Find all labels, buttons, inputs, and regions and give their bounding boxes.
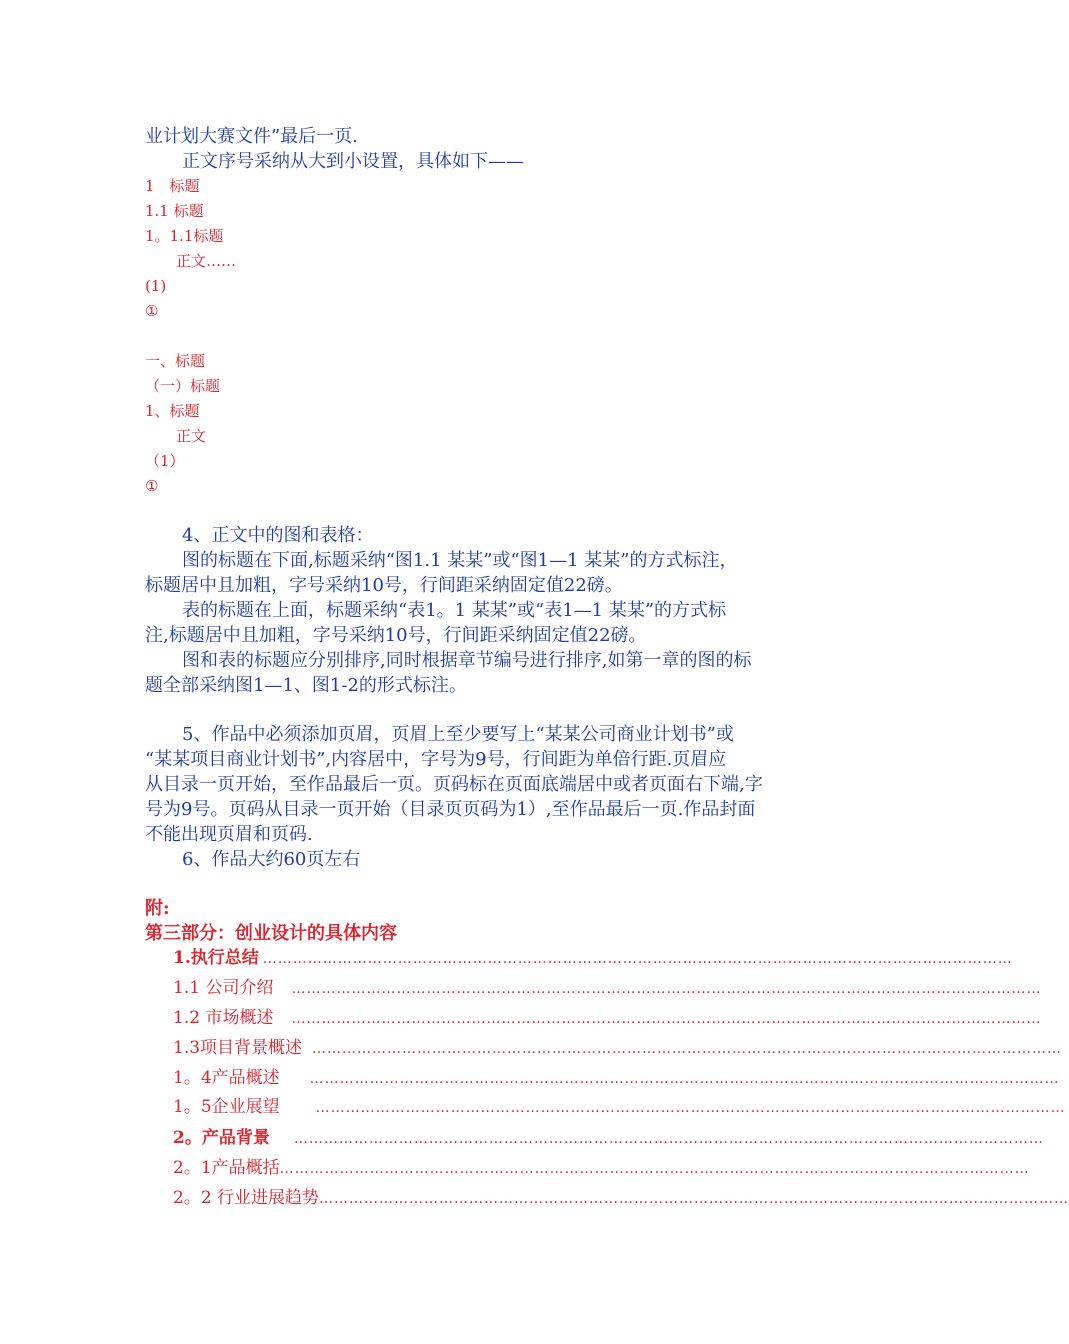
toc-leader: ……………………………………………………………………………………………………………………………………	[293, 1131, 1044, 1147]
toc-entry	[173, 978, 1042, 998]
paragraph-line: 标题居中且加粗，字号采纳10号，行间距采纳固定值22磅。	[145, 575, 623, 596]
numbering-example: 1、标题	[145, 402, 200, 420]
paragraph-line: 6、作品大约60页左右	[182, 849, 361, 870]
toc-entry	[173, 1158, 1030, 1178]
numbering-example: （1）	[145, 452, 185, 470]
paragraph-line: 5、作品中必须添加页眉，页眉上至少要写上“某某公司商业计划书”或	[182, 724, 734, 745]
numbering-example: ①	[145, 302, 159, 320]
numbering-example: 1.1 标题	[145, 202, 204, 220]
numbering-example: 正文	[176, 427, 207, 445]
toc-entry-label: 2。1产品概括	[173, 1158, 280, 1178]
toc-entry	[173, 1068, 1060, 1088]
toc-entry	[173, 1097, 1066, 1117]
toc-leader: ……………………………………………………………………………………………………………………………………	[291, 981, 1042, 997]
paragraph-line: 业计划大赛文件”最后一页.	[145, 126, 358, 147]
paragraph-line: 图的标题在下面,标题采纳“图1.1 某某”或“图1—1 某某”的方式标注，	[182, 550, 738, 571]
toc-entry-label: 1.执行总结	[173, 948, 259, 968]
toc-entry-label: 1.3项目背景概述	[173, 1038, 303, 1058]
toc-leader: ……………………………………………………………………………………………………………………………………	[279, 1161, 1030, 1177]
toc-entry	[173, 1038, 1063, 1058]
toc-entry	[173, 948, 1013, 968]
paragraph-line: 不能出现页眉和页码.	[145, 824, 313, 845]
toc-entry-label: 2。产品背景	[173, 1128, 270, 1148]
toc-leader: ……………………………………………………………………………………………………………………………………	[262, 951, 1013, 967]
section-heading: 4、正文中的图和表格：	[182, 525, 374, 546]
toc-leader: ……………………………………………………………………………………………………………………………………	[309, 1071, 1060, 1087]
toc-leader: ……………………………………………………………………………………………………………………………………	[291, 1011, 1042, 1027]
numbering-example: 1。1.1标题	[145, 227, 224, 245]
toc-entry-label: 1。4产品概述	[173, 1068, 280, 1088]
toc-entry-label: 1.2 市场概述	[173, 1008, 274, 1028]
numbering-example: 1 标题	[145, 177, 200, 195]
paragraph-line: 表的标题在上面，标题采纳“表1。1 某某”或“表1—1 某某”的方式标	[182, 600, 727, 621]
paragraph-line: 正文序号采纳从大到小设置，具体如下——	[182, 151, 524, 172]
paragraph-line: 从目录一页开始，至作品最后一页。页码标在页面底端居中或者页面右下端,字	[145, 774, 763, 795]
paragraph-line: “某某项目商业计划书”,内容居中，字号为9号，行间距为单倍行距.页眉应	[145, 749, 727, 770]
numbering-example: ①	[145, 477, 159, 495]
appendix-label: 附:	[145, 898, 170, 919]
numbering-example: （一）标题	[145, 377, 221, 395]
paragraph-line: 图和表的标题应分别排序,同时根据章节编号进行排序,如第一章的图的标	[182, 650, 752, 671]
toc-leader: ……………………………………………………………………………………………………………………………………	[319, 1191, 1069, 1207]
toc-entry-label: 1。5企业展望	[173, 1097, 280, 1117]
numbering-example: 正文……	[176, 252, 237, 270]
toc-entry	[173, 1128, 1044, 1148]
toc-entry-label: 2。2 行业进展趋势	[173, 1188, 320, 1208]
toc-entry	[173, 1008, 1042, 1028]
toc-leader: ……………………………………………………………………………………………………………………………………	[312, 1041, 1063, 1057]
toc-entry	[173, 1188, 1069, 1208]
numbering-example: 一、标题	[145, 352, 206, 370]
paragraph-line: 题全部采纳图1—1、图1-2的形式标注。	[145, 675, 467, 696]
part-heading: 第三部分：创业设计的具体内容	[145, 923, 397, 944]
paragraph-line: 号为9号。页码从目录一页开始（目录页页码为1）,至作品最后一页.作品封面	[145, 799, 756, 820]
toc-entry-label: 1.1 公司介绍	[173, 978, 274, 998]
numbering-example: (1)	[145, 277, 167, 295]
toc-leader: ……………………………………………………………………………………………………………………………………	[315, 1100, 1066, 1116]
paragraph-line: 注,标题居中且加粗，字号采纳10号，行间距采纳固定值22磅。	[145, 625, 647, 646]
